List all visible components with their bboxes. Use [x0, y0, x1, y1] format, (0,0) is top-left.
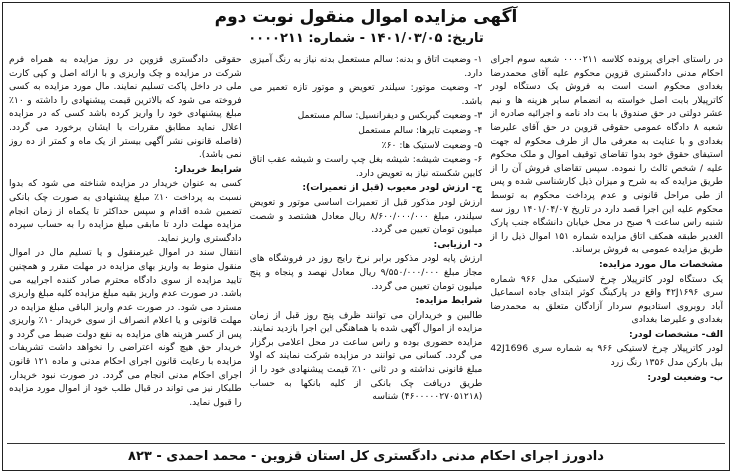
condition-item-engine: ۲- وضعیت موتور: سیلندر تعویض و موتور تازه تعمیر می باشد. [249, 82, 483, 107]
transfer-terms: انتقال سند در اموال غیرمنقول و یا تسلیم مال در اموال منقول منوط به واریز بهای مزایده در مهلت مقرر و همچنین تایید مزایده از سوی دادگاه محترم صادر کننده اجراییه می باشد. در صورت عدم واریز بقیه مبلغ مزایده کلیه مبلغ واریزی مسترد می شود. در صورت عدم واریز الباقی مبلغ مزایده در مهلت قانونی و یا اعلام انصراف از سوی خریدار ۱۰٪ واریزی پس از کسر هزینه های مزایده به نفع دولت ضبط می گردد و خریدار حق هیچ گونه اعتراضی را نخواهد داشت تشریفات مزایده با رعایت قانون اجرای احکام مدنی و ماده ۱۲۱ قانون اجرای احکام مدنی انجام می گردد. در صورت نبود خریدار، طلبکار نیز می تواند در قبال طلب خود از اموال مورد مزایده را قبول نماید. [8, 247, 242, 408]
notice-page [2, 2, 730, 471]
property-heading: مشخصات مال مورد مزایده: [599, 258, 723, 270]
auction-terms: طالبین و خریداران می توانند ظرف پنج روز قبل از زمان مزایده از اموال آگهی شده با هماهنگی این اجرا بازدید نمایند. مزایده حضوری بوده و راس ساعت در محل اعلامی برگزار می گردد. کسانی می توانند در مزایده شرکت نمایند که اولا مبلغ قانونی نداشته و در ثانی ۱۰٪ قیمت پیشنهادی خود را از طریق دریافت چک بانکی از کلیه بانکها به حساب (۴۶۰۰۰۰۰۲۷۰۵۱۲۱۸) شناسه [249, 309, 483, 403]
notice-title: آگهی مزایده اموال منقول نوبت دوم [214, 7, 518, 27]
condition-item-tires: ۴- وضعیت تایرها: سالم مستعمل [358, 124, 483, 136]
notice-footer: دادورز اجرای احکام مدنی دادگستری کل استان قزوین - محمد احمدی - ۸۲۳ [128, 449, 604, 464]
buyer-terms: کسی به عنوان خریدار در مزایده شناخته می شود که بدوا نسبت به پرداخت ۱۰٪ مبلغ پیشنهادی به صورت چک بانکی تضمین شده اقدام و سپس حداکثر تا یکماه از زمان انجام مزایده مهلت دارد تا مابقی مبلغ مزایده را به حساب سپرده دادگستری واریز نماید. [8, 178, 242, 244]
loader-condition-heading: ب- وضعیت لودر: [647, 371, 723, 383]
submission-paragraph: حقوقی دادگستری قزوین در روز مزایده به همراه فرم شرکت در مزایده و چک واریزی و با ارائه اصل و کپی کارت ملی در داخل پاکت تسلیم نمایند. مال مورد مزایده به کسی فروخته می شود که بالاترین قیمت پیشنهادی را داشته و ۱۰٪ مبلغ پیشنهادی خود را واریز کرده باشد کسی که در مزایده اعلال نماید مطابق مقررات با ایشان برخورد می گردد. (فاصله قانونی نشر آگهی بیستر از یک ماه و کمتر از ده روز نمی باشد). [8, 54, 242, 161]
notice-date-number: تاریخ: ۱۴۰۱/۰۳/۰۵ - شماره: ۰۰۰۰۲۱۱ [248, 31, 484, 46]
right-column [490, 53, 723, 442]
left-column [9, 53, 242, 442]
damaged-value-heading: ج- ارزش لودر معیوب (قبل از تعمیرات): [302, 182, 483, 194]
loader-specs: لودر کاترپیلار چرخ لاستیکی ۹۶۶ به شماره سری 42J1696 بیل بارکن مدل ۱۳۵۶ رنگ زرد [490, 343, 723, 369]
damaged-value: ارزش لودر مذکور قبل از تعمیرات اساسی موتور و تعویض سیلندر، مبلغ ۸/۶۰۰/۰۰۰/۰۰۰ ریال معادل هشتصد و شصت میلیون تومان تعیین می گردد. [249, 196, 483, 236]
condition-item-rubber: ۵- وضعیت لاستیک ها: ۶۰٪ [381, 139, 483, 151]
loader-specs-heading: الف- مشخصات لودر: [628, 328, 723, 340]
intro-paragraph: در راستای اجرای پرونده کلاسه ۰۰۰۰۲۱۱ شعبه سوم اجرای احکام مدنی دادگستری قزوین محکوم علیه آقای محمدرضا بغدادی محکوم است است به فروش یک دستگاه لودر کاترپیلار بابت اصل خواسته به انضمام سایر هزینه ها و نیم عشر دولتی در حق صندوق با بت داد نامه و اجرائیه صادره از شعبه ۸ دادگاه عمومی حقوقی قزوین در حق آقای علیرضا بغدادی و با عنایت به معرفی مال از طرف محکوم له جهت استیفای حقوق خود بدوا تقاضای توقیف اموال و ملک محکوم علیه / شخص ثالث را نموده. سپس تقاضای فروش آن را از طریق مزایده که به شرح و میزان ذیل کارشناسی شده و پس از طی مراحل قانونی و عدم پرداخت محکوم به توسط محکوم علیه این اجرا قصد دارد در تاریخ ۱۴۰۱/۰۴/۰۷ روز سه شنبه راس ساعت ۹ صبح در محل خیابان دانشگاه جنب پارک الغدیر طبقه همکف اتاق مزایده شماره ۱۵۱ اموال ذیل را از طریق مزایده عمومی به فروش برساند. [490, 54, 723, 256]
auction-terms-heading: شرایط مزایده: [415, 295, 483, 307]
footer-divider [7, 443, 725, 444]
appraisal-text: ارزش پایه لودر مذکور برابر نرخ رایج روز در فروشگاه های مجاز مبلغ ۹/۵۵۰/۰۰۰/۰۰۰ ریال معادل نهصد و پنجاه و پنج میلیون تومان تعیین می گردد. [249, 253, 483, 292]
appraisal-heading: د- ارزیابی: [433, 238, 483, 250]
notice-body [9, 53, 723, 442]
property-description: یک دستگاه لودر کاترپیلار چرخ لاستیکی مدل ۹۶۶ شماره سری ۴۲J۱۶۹۶ واقع در پارکینگ کوثر ابتدای جاده اسماعیل آباد روبروی استادیوم سردار آزادگان متعلق به محمدرضا بغدادی و علیرضا بغدادی [490, 273, 723, 326]
condition-item-gearbox: ۳- وضعیت گیربکس و دیفرانسیل: سالم مستعمل [297, 110, 483, 122]
middle-column [250, 53, 483, 442]
buyer-terms-heading: شرایط خریدار: [174, 163, 242, 175]
condition-item-glass: ۶- وضعیت شیشه: شیشه بغل چپ راست و شیشه عقب اتاق کابین شکسته نیاز به تعویض دارد. [249, 154, 483, 179]
condition-item-body: ۱- وضعیت اتاق و بدنه: سالم مستعمل بدنه نیاز به رنگ آمیزی دارد. [249, 54, 483, 79]
